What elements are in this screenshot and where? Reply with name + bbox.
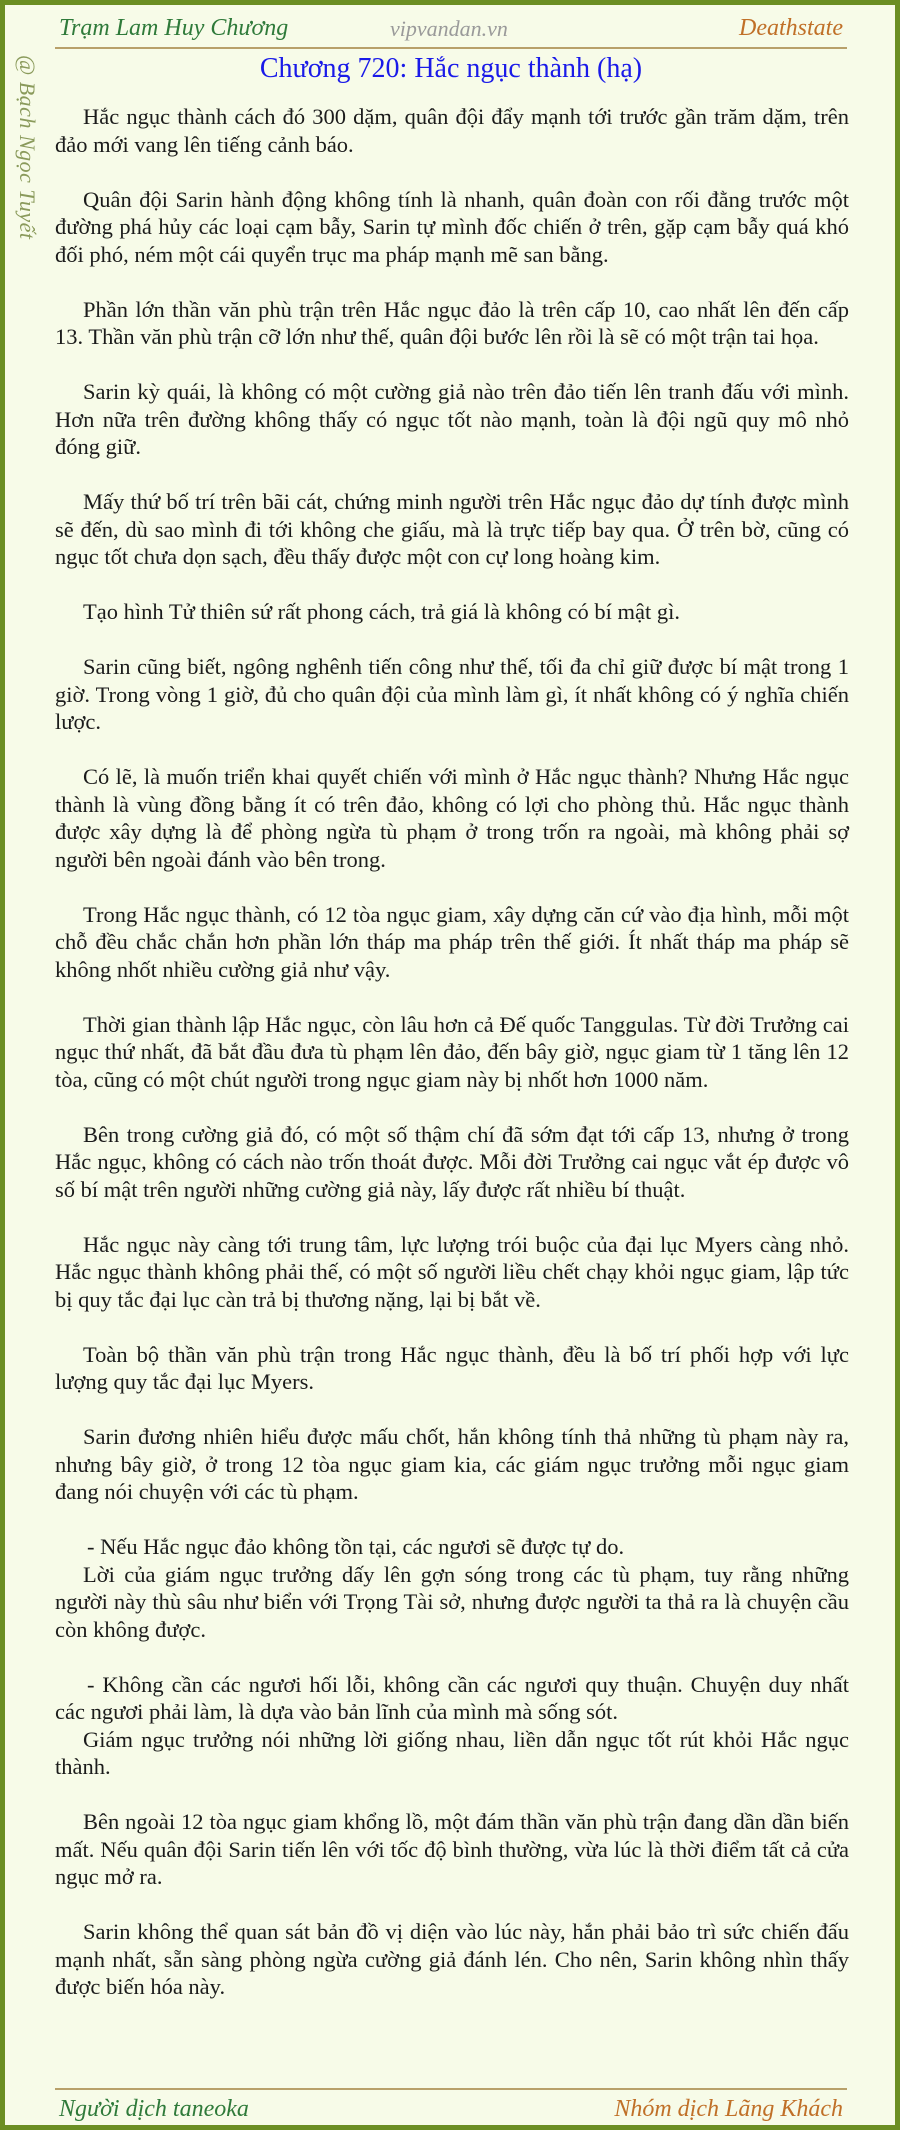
header-site: vipvandan.vn — [390, 16, 508, 41]
footer-group: Nhóm dịch Lãng Khách — [614, 2096, 843, 2122]
paragraph: Sarin kỳ quái, là không có một cường giả nào trên đảo tiến lên tranh đấu với mình. Hơn nữa trên đường không thấy có ngục tốt nào mạnh, toàn là đội ngũ quy mô nhỏ đóng giữ. — [55, 379, 849, 459]
paragraph: Bên ngoài 12 tòa ngục giam khổng lồ, một đám thần văn phù trận đang dần dần biến mất. Nếu quân đội Sarin tiến lên với tốc độ bình thường, vừa lúc là thời điểm tất cả cửa ngục mở ra. — [55, 1809, 849, 1889]
paragraph: Phần lớn thần văn phù trận trên Hắc ngục đảo là trên cấp 10, cao nhất lên đến cấp 13. Thần văn phù trận cỡ lớn như thế, quân đội bước lên rồi là sẽ có một trận tai họa. — [55, 296, 849, 349]
chapter-title: Chương 720: Hắc ngục thành (hạ) — [259, 53, 643, 84]
header-book-title: Deathstate — [739, 15, 843, 41]
header-author: Trạm Lam Huy Chương — [59, 15, 289, 41]
page-footer — [55, 2088, 847, 2130]
paragraph: Sarin cũng biết, ngông nghênh tiến công như thế, tối đa chỉ giữ được bí mật trong 1 giờ. Trong vòng 1 giờ, đủ cho quân đội của mình làm gì, ít nhất không có ý nghĩa chiến lược. — [55, 654, 849, 734]
dialog-line: - Nếu Hắc ngục đảo không tồn tại, các ngươi sẽ được tự do. — [87, 1534, 625, 1559]
paragraph: Sarin đương nhiên hiểu được mấu chốt, hắn không tính thả những tù phạm này ra, nhưng bây giờ, ở trong 12 tòa ngục giam kia, các giám ngục trưởng mỗi ngục giam đang nói chuyện với các tù phạm. — [55, 1424, 849, 1504]
paragraph: Trong Hắc ngục thành, có 12 tòa ngục giam, xây dựng căn cứ vào địa hình, mỗi một chỗ đều chắc chắn hơn phần lớn tháp ma pháp trên thế giới. Ít nhất tháp ma pháp sẽ không nhốt nhiều cường giả như vậy. — [55, 901, 849, 982]
paragraph: Toàn bộ thần văn phù trận trong Hắc ngục thành, đều là bố trí phối hợp với lực lượng quy tắc đại lục Myers. — [55, 1341, 849, 1394]
paragraph: Có lẽ, là muốn triển khai quyết chiến với mình ở Hắc ngục thành? Nhưng Hắc ngục thành là vùng đồng bằng ít có trên đảo, không có lợi cho phòng thủ. Hắc ngục thành được xây dựng là để phòng ngừa tù phạm ở trong trốn ra ngoài, mà không phải sợ người bên ngoài đánh vào bên trong. — [55, 764, 849, 872]
paragraph: Lời của giám ngục trưởng dấy lên gợn sóng trong các tù phạm, tuy rằng những người này thù sâu như biển với Trọng Tài sở, nhưng được người ta thả ra là chuyện cầu còn không được. — [55, 1561, 849, 1642]
dialog-line: - Không cần các ngươi hối lỗi, không cần các ngươi quy thuận. Chuyện duy nhất các ngươi phải làm, là dựa vào bản lĩnh của mình mà sống sót. — [55, 1671, 849, 1724]
paragraph: Giám ngục trưởng nói những lời giống nhau, liền dẫn ngục tốt rút khỏi Hắc ngục thành. — [55, 1726, 849, 1779]
paragraph: Sarin không thể quan sát bản đồ vị diện vào lúc này, hắn phải bảo trì sức chiến đấu mạnh nhất, sẵn sàng phòng ngừa cường giả đánh lén. Cho nên, Sarin không nhìn thấy được biến hóa này. — [55, 1919, 849, 1999]
paragraph: Hắc ngục thành cách đó 300 dặm, quân đội đẩy mạnh tới trước gần trăm dặm, trên đảo mới vang lên tiếng cảnh báo. — [55, 104, 849, 157]
page-header — [55, 13, 847, 49]
footer-translator: Người dịch taneoka — [59, 2096, 249, 2122]
chapter-body — [55, 103, 849, 2028]
paragraph: Hắc ngục này càng tới trung tâm, lực lượng trói buộc của đại lục Myers càng nhỏ. Hắc ngục thành không phải thế, có một số người liều chết chạy khỏi ngục giam, lập tức bị quy tắc đại lục càn trả bị thương nặng, lại bị bắt về. — [55, 1231, 849, 1312]
paragraph: Thời gian thành lập Hắc ngục, còn lâu hơn cả Đế quốc Tanggulas. Từ đời Trưởng cai ngục thứ nhất, đã bắt đầu đưa tù phạm lên đảo, đến bây giờ, ngục giam từ 1 tăng lên 12 tòa, cũng có một chút người trong ngục giam này bị nhốt hơn 1000 năm. — [55, 1011, 849, 1092]
paragraph: Bên trong cường giả đó, có một số thậm chí đã sớm đạt tới cấp 13, nhưng ở trong Hắc ngục, không có cách nào trốn thoát được. Mỗi đời Trưởng cai ngục vắt ép được vô số bí mật trên người những cường giả này, lấy được rất nhiều bí thuật. — [55, 1121, 849, 1202]
side-credit: @ Bạch Ngọc Tuyết — [15, 55, 40, 240]
paragraph: Quân đội Sarin hành động không tính là nhanh, quân đoàn con rối đằng trước một đường phá hủy các loại cạm bẫy, Sarin tự mình đốc chiến ở trên, gặp cạm bẫy quá khó đối phó, ném một cái quyển trục ma pháp mạnh mẽ san bằng. — [55, 186, 849, 267]
paragraph: Mấy thứ bố trí trên bãi cát, chứng minh người trên Hắc ngục đảo dự tính được mình sẽ đến, dù sao mình đi tới không che giấu, mà là trực tiếp bay qua. Ở trên bờ, cũng có ngục tốt chưa dọn sạch, đều thấy được một con cự long hoàng kim. — [55, 489, 849, 569]
paragraph: Tạo hình Tử thiên sứ rất phong cách, trả giá là không có bí mật gì. — [83, 599, 680, 624]
